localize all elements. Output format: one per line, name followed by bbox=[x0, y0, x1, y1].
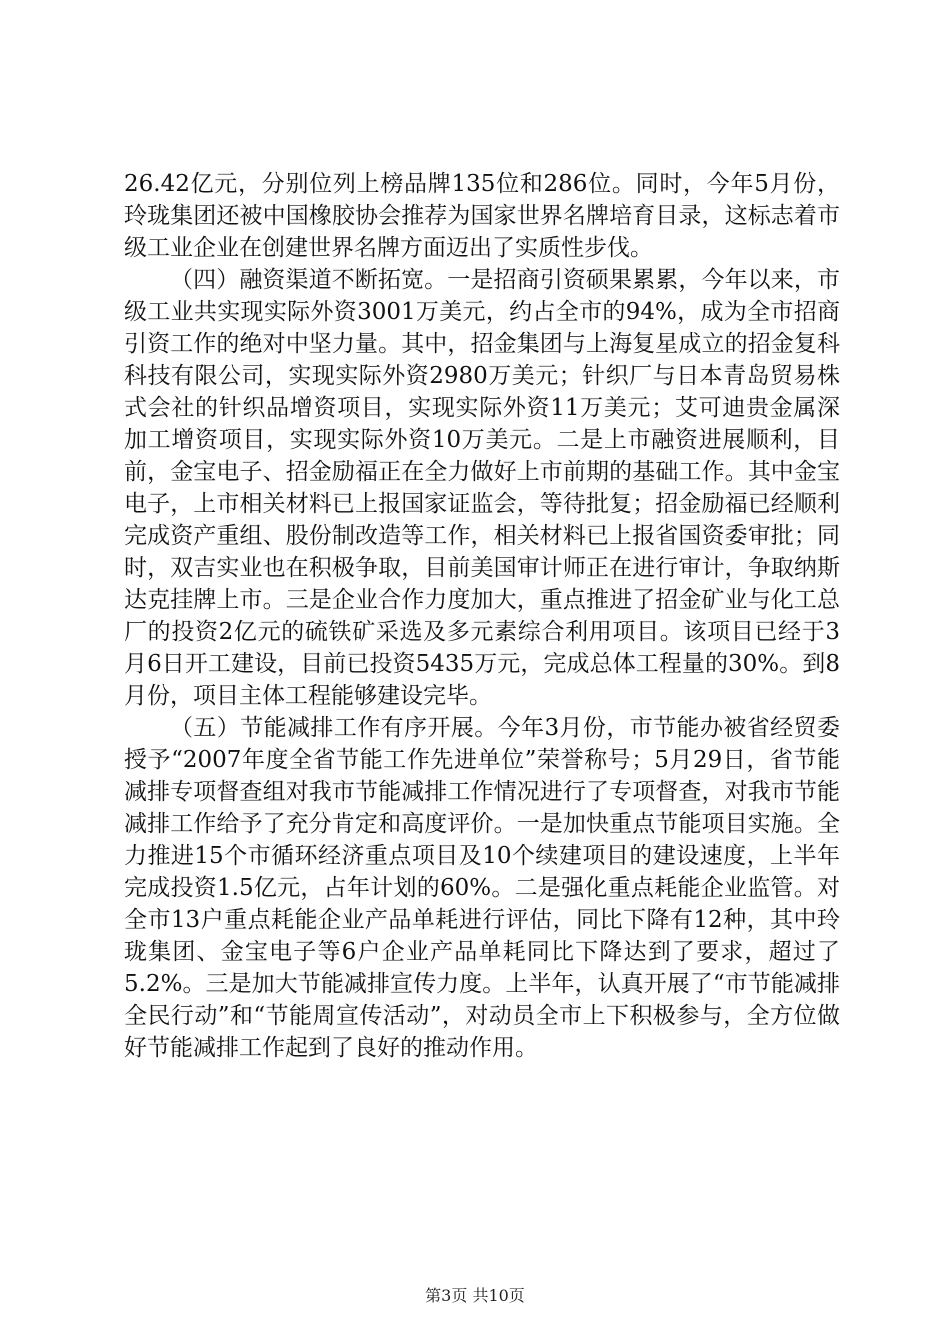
paragraph-continuation: 26.42亿元，分别位列上榜品牌135位和286位。同时，今年5月份，玲珑集团还被中国橡胶协会推荐为国家世界名牌培育目录，这标志着市级工业企业在创建世界名牌方面迈出了实质性步伐。 bbox=[124, 171, 840, 261]
page-footer: 第3页 共10页 bbox=[425, 1286, 525, 1305]
paragraph-section-five: （五）节能减排工作有序开展。今年3月份，市节能办被省经贸委授予“2007年度全省节能工作先进单位”荣誉称号；5月29日，省节能减排专项督查组对我市节能减排工作情况进行了专项督查，对我市节能减排工作给予了充分肯定和高度评价。一是加快重点节能项目实施。全力推进15个市循环经济重点项目及10个续建项目的建设速度，上半年完成投资1.5亿元，占年计划的60%。二是强化重点耗能企业监管。对全市13户重点耗能企业产品单耗进行评估，同比下降有12种，其中玲珑集团、金宝电子等6户企业产品单耗同比下降达到了要求，超过了5.2%。三是加大节能减排宣传力度。上半年，认真开展了“市节能减排全民行动”和“节能周宣传活动”，对动员全市上下积极参与，全方位做好节能减排工作起到了良好的推动作用。 bbox=[124, 715, 840, 1061]
document-body bbox=[124, 168, 840, 1064]
paragraph-section-four: （四）融资渠道不断拓宽。一是招商引资硕果累累，今年以来，市级工业共实现实际外资3001万美元，约占全市的94%，成为全市招商引资工作的绝对中坚力量。其中，招金集团与上海复星成立的招金复科科技有限公司，实现实际外资2980万美元；针织厂与日本青岛贸易株式会社的针织品增资项目，实现实际外资11万美元；艾可迪贵金属深加工增资项目，实现实际外资10万美元。二是上市融资进展顺利，目前，金宝电子、招金励福正在全力做好上市前期的基础工作。其中金宝电子，上市相关材料已上报国家证监会，等待批复；招金励福已经顺利完成资产重组、股份制改造等工作，相关材料已上报省国资委审批；同时，双吉实业也在积极争取，目前美国审计师正在进行审计，争取纳斯达克挂牌上市。三是企业合作力度加大，重点推进了招金矿业与化工总厂的投资2亿元的硫铁矿采选及多元素综合利用项目。该项目已经于3月6日开工建设，目前已投资5435万元，完成总体工程量的30%。到8月份，项目主体工程能够建设完毕。 bbox=[124, 267, 840, 709]
